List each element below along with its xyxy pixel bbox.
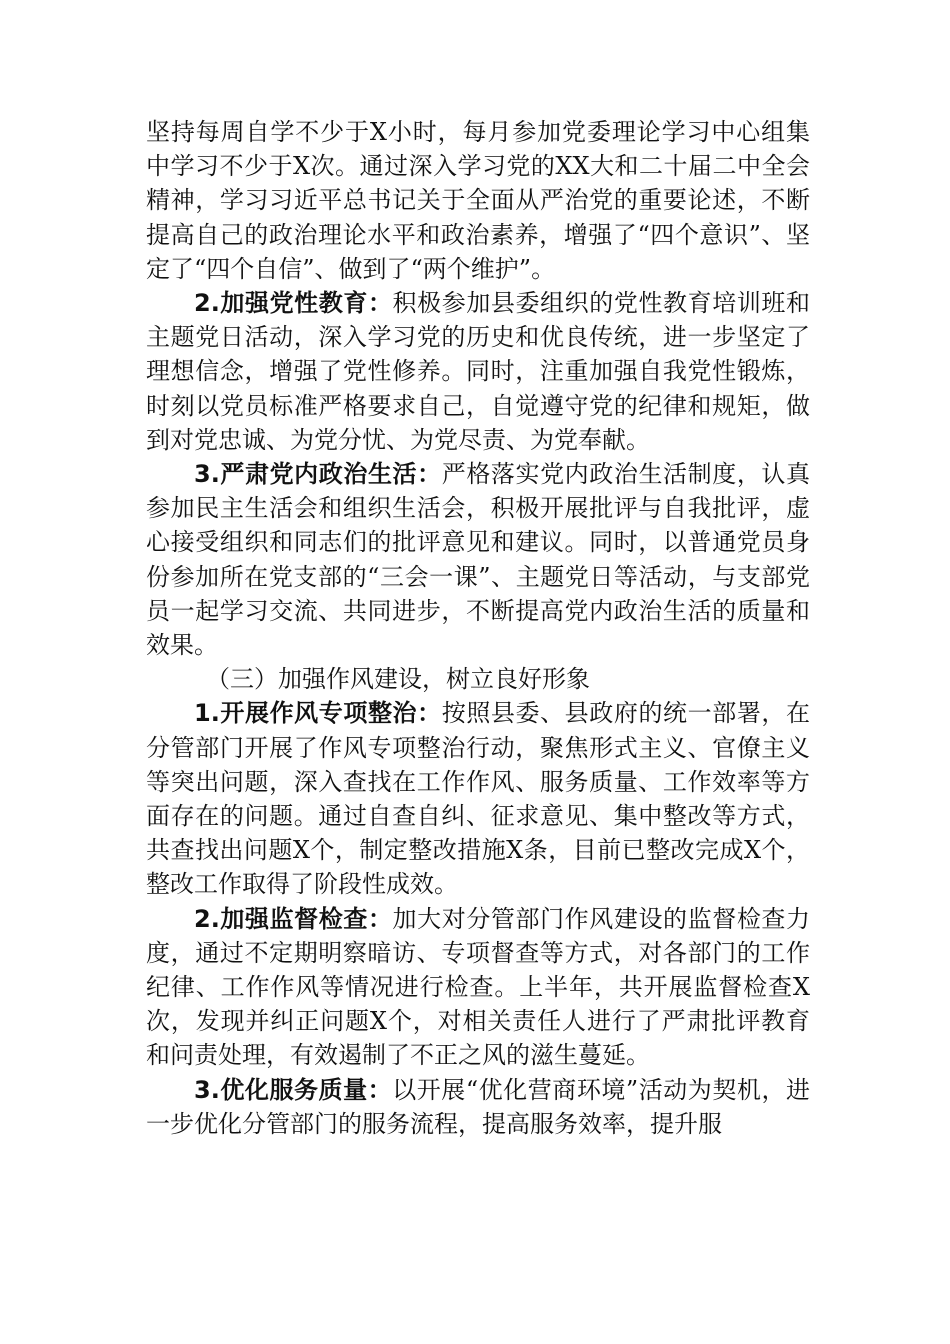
paragraph-party-spirit — [146, 286, 810, 457]
paragraph-service — [146, 1073, 810, 1141]
paragraph-heading: 3.优化服务质量： — [194, 1075, 393, 1104]
paragraph-heading: 3.严肃党内政治生活： — [194, 460, 442, 489]
paragraph-text: 积极参加县委组织的党性教育培训班和主题党日活动，深入学习党的历史和优良传统，进一步坚定了理想信念，增强了党性修养。同时，注重加强自我党性锻炼，时刻以党员标准严格要求自己，自觉遵守党的纪律和规矩，做到对党忠诚、为党分忧、为党尽责、为党奉献。 — [146, 289, 810, 454]
paragraph-rectification — [146, 696, 810, 901]
paragraph-heading: 2.加强党性教育： — [194, 289, 393, 318]
paragraph-study: 坚持每周自学不少于X小时，每月参加党委理论学习中心组集中学习不少于X次。通过深入学习党的XX大和二十届二中全会精神，学习习近平总书记关于全面从严治党的重要论述，不断提高自己的政治理论水平和政治素养，增强了“四个意识”、坚定了“四个自信”、做到了“两个维护”。 — [146, 118, 810, 283]
paragraph-supervision — [146, 902, 810, 1073]
paragraph-heading: 2.加强监督检查： — [194, 904, 393, 933]
document-body — [146, 115, 810, 1141]
paragraph-text: 严格落实党内政治生活制度，认真参加民主生活会和组织生活会，积极开展批评与自我批评，虚心接受组织和同志们的批评意见和建议。同时，以普通党员身份参加所在党支部的“三会一课”、主题党日等活动，与支部党员一起学习交流、共同进步，不断提高党内政治生活的质量和效果。 — [146, 460, 811, 660]
paragraph-text: 加大对分管部门作风建设的监督检查力度，通过不定期明察暗访、专项督查等方式，对各部门的工作纪律、工作作风等情况进行检查。上半年，共开展监督检查X次，发现并纠正问题X个，对相关责任人进行了严肃批评教育和问责处理，有效遏制了不正之风的滋生蔓延。 — [146, 904, 810, 1070]
paragraph-text: 以开展“优化营商环境”活动为契机，进一步优化分管部门的服务流程，提高服务效率，提升服 — [146, 1075, 810, 1138]
section-title: （三）加强作风建设，树立良好形象 — [206, 665, 590, 694]
paragraph-heading: 1.开展作风专项整治： — [194, 699, 442, 728]
paragraph-text: 按照县委、县政府的统一部署，在分管部门开展了作风专项整治行动，聚焦形式主义、官僚主义等突出问题，深入查找在工作作风、服务质量、工作效率等方面存在的问题。通过自查自纠、征求意见、集中整改等方式，共查找出问题X个，制定整改措施X条，目前已整改完成X个，整改工作取得了阶段性成效。 — [146, 699, 811, 899]
paragraph-political-life — [146, 457, 810, 662]
